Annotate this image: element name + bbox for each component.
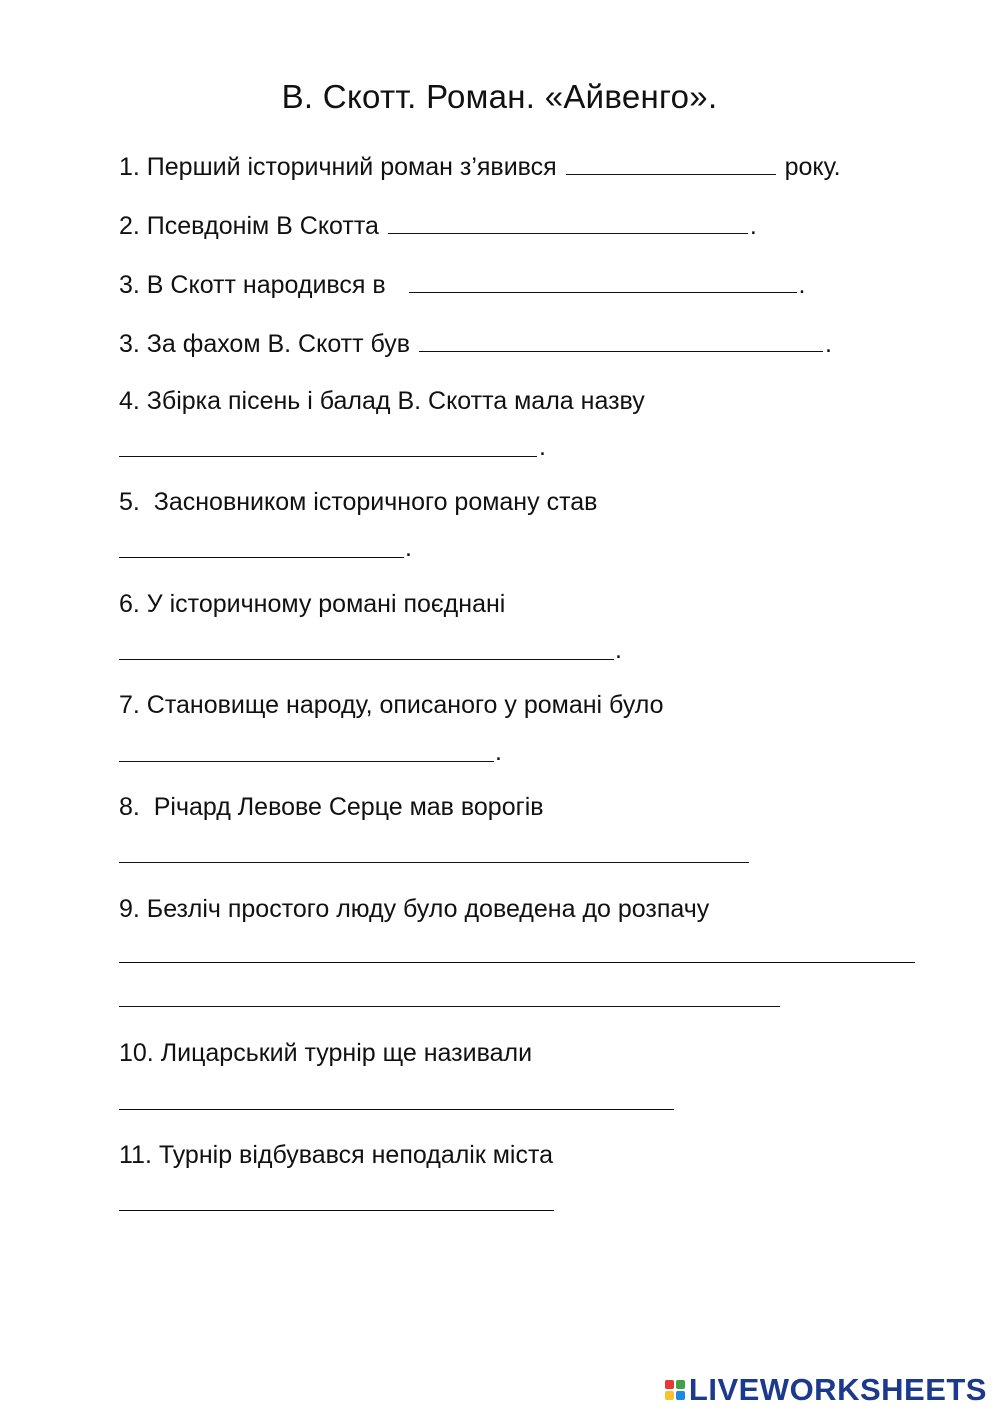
answer-blank-3[interactable] [409,268,797,293]
answer-suffix-7: . [495,738,502,766]
question-3b [119,327,832,359]
answer-blank-1[interactable] [566,150,776,175]
question-suffix: року. [784,153,841,181]
question-text: 3. За фахом В. Скотт був [119,330,411,358]
question-suffix: . [749,212,757,240]
answer-blank-8[interactable] [119,862,749,863]
answer-blank-2[interactable] [388,209,748,234]
question-7: 7. Становище народу, описаного у романі було [119,691,664,719]
liveworksheets-brand [665,1372,987,1408]
brand-name: LIVEWORKSHEETS [688,1372,987,1407]
answer-blank-6[interactable] [119,659,614,660]
question-2 [119,209,757,241]
question-text: 2. Псевдонім В Скотта [119,212,379,240]
answer-blank-9b[interactable] [119,1006,780,1007]
question-8: 8. Річард Левове Серце мав ворогів [119,793,544,821]
answer-blank-3b[interactable] [419,327,823,352]
answer-blank-9a[interactable] [119,962,915,963]
question-suffix: . [825,330,832,358]
question-3 [119,268,805,300]
worksheet-title: В. Скотт. Роман. «Айвенго». [281,78,718,115]
answer-blank-7[interactable] [119,761,494,762]
answer-blank-4[interactable] [119,456,537,457]
question-1 [119,150,841,182]
question-9: 9. Безліч простого люду було доведена до розпачу [119,895,710,923]
question-6: 6. У історичному романі поєднані [119,590,506,618]
question-text: 3. В Скотт народився в [119,271,386,299]
answer-suffix-4: . [539,433,546,461]
question-11: 11. Турнір відбувався неподалік міста [119,1141,554,1169]
question-4: 4. Збірка пісень і балад В. Скотта мала назву [119,387,645,415]
question-5: 5. Засновником історичного роману став [119,488,598,516]
answer-blank-11[interactable] [119,1210,554,1211]
question-text: 1. Перший історичний роман з’явився [119,153,557,181]
answer-blank-5[interactable] [119,557,404,558]
answer-blank-10[interactable] [119,1109,674,1110]
answer-suffix-6: . [615,636,622,664]
question-suffix: . [798,271,806,299]
liveworksheets-logo-icon [665,1380,685,1400]
answer-suffix-5: . [405,534,412,562]
question-10: 10. Лицарський турнір ще називали [119,1039,533,1067]
